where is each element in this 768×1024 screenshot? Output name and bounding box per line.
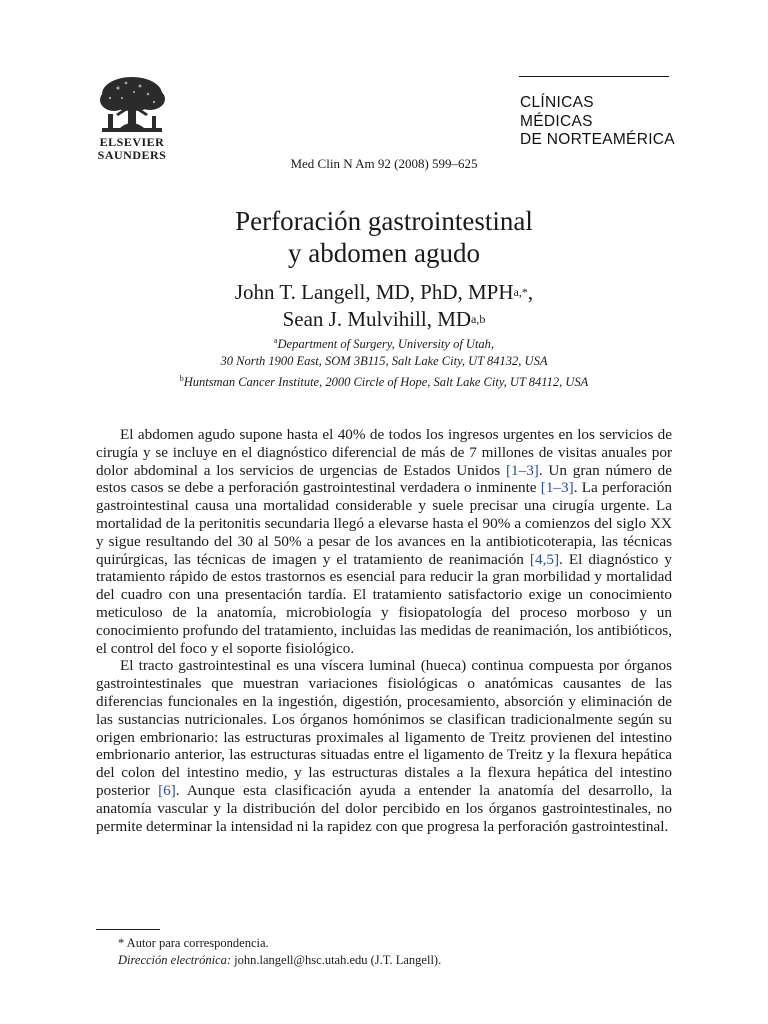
article-title	[0, 205, 768, 269]
series-line: CLÍNICAS	[520, 94, 594, 111]
author-separator: ,	[527, 280, 534, 304]
author-2	[0, 307, 768, 334]
author-1	[0, 280, 768, 307]
email-label: Dirección electrónica:	[118, 953, 232, 967]
body-text: . La perforación gastrointestinal causa una mortalidad considerable y suele precisar una cirugía urgente. La mortalidad de la peritonitis secundaria llegó a elevarse hasta el 90% a comienzos del siglo	[96, 479, 672, 532]
publisher-name: ELSEVIER	[99, 135, 165, 149]
author-list	[0, 280, 768, 334]
author-name: Sean J. Mulvihill, MD	[282, 307, 472, 331]
body-text: . El diagnóstico y tratamiento rápido de estos trastornos es esencial para reducir la gran morbilidad y mortalidad del cuadro con una presentación tardía. El tratamiento satisfactorio exige un conocimiento meticuloso de la anatomía, microbiología y fisiopatología del proceso morboso y un conocimiento profundo del tratamiento, incluidas las medidas de reanimación, los antibióticos, el control del foco y el soporte fisiológico.	[96, 550, 672, 657]
body-text: El abdomen agudo supone hasta el 40% de todos los ingresos urgentes en los servicios de cirugía y se incluye en el diagnóstico diferencial de más de 7 millones de visitas anuales por dolor abdominal a los servicios de urgencias de Estados Unidos	[96, 426, 672, 479]
affiliation-mark: a	[273, 336, 278, 345]
elsevier-tree-icon	[86, 74, 178, 136]
body-paragraph	[96, 657, 672, 835]
footnote-rule	[96, 929, 160, 930]
title-line: Perforación gastrointestinal	[235, 206, 533, 236]
footnote	[118, 935, 678, 969]
citation-reference[interactable]: [4,5]	[529, 550, 560, 568]
affiliation-mark: b	[179, 374, 184, 384]
series-rule	[519, 76, 669, 77]
email-note	[118, 952, 678, 969]
author-affiliation-mark: a,b	[471, 312, 486, 326]
author-name: John T. Langell, MD, PhD, MPH	[234, 280, 514, 304]
affiliation-a	[0, 332, 768, 353]
article-body	[96, 426, 672, 835]
series-line: DE NORTEAMÉRICA	[520, 131, 675, 148]
affiliation-a-address: 30 North 1900 East, SOM 3B115, Salt Lake City, UT 84132, USA	[220, 354, 548, 369]
series-line: MÉDICAS	[520, 112, 593, 130]
body-text: El tracto gastrointestinal es una víscera luminal (hueca) continua compuesta por órganos gastrointestinales que muestran variaciones fisiológicas o anatómicas causantes de las diferencias funcionales en la ingestión, digestión, procesamiento, absorción y eliminación de las sustancias nutricionales. Los órganos homónimos se clasifican tradicionalmente según su origen embrionario: las estructuras proximales al ligamento de Treitz provienen del intestino embrionario anterior, las estructuras situadas entre el ligamento de Treitz y la flexura hepática del colon del intestino medio, y las estructuras distales a la flexura hepática del intestino posterior	[96, 657, 672, 799]
century-numeral: XX	[650, 514, 672, 532]
journal-series-name	[520, 94, 720, 150]
title-line: y abdomen agudo	[288, 238, 480, 268]
citation-reference[interactable]: [1–3]	[505, 461, 539, 479]
affiliation-text: Huntsman Cancer Institute, 2000 Circle of Hope, Salt Lake City, UT 84112, USA	[183, 375, 589, 390]
affiliation-text: Department of Surgery, University of Utah,	[277, 337, 495, 352]
citation-reference[interactable]: [1–3]	[540, 479, 574, 497]
author-affiliation-mark: a,*	[513, 285, 528, 299]
body-text: y sigue resultando del 30 al 50% a pesar de los avances en la antibioticoterapia, las técnicas quirúrgicas, las técnicas de imagen y el tratamiento de reanimación	[96, 532, 672, 568]
email-address[interactable]: john.langell@hsc.utah.edu (J.T. Langell).	[231, 953, 442, 967]
citation-reference[interactable]: [6]	[158, 781, 176, 799]
body-text: . Aunque esta clasificación ayuda a entender la anatomía del desarrollo, la anatomía vascular y la distribución del dolor percibido en los órganos gastrointestinales, no permite determinar la intensidad ni la rapidez con que progresa la perforación gastrointestinal.	[96, 781, 672, 835]
citation: Med Clin N Am 92 (2008) 599–625	[290, 156, 478, 171]
affiliations	[0, 332, 768, 391]
imprint-name: SAUNDERS	[97, 148, 167, 162]
body-text: . Un gran número de estos casos se debe a perforación gastrointestinal verdadera o inminente	[96, 461, 672, 497]
publisher-logo	[86, 74, 178, 162]
body-paragraph	[96, 426, 672, 657]
affiliation-b	[0, 370, 768, 391]
correspondence-note: * Autor para correspondencia.	[118, 936, 269, 950]
